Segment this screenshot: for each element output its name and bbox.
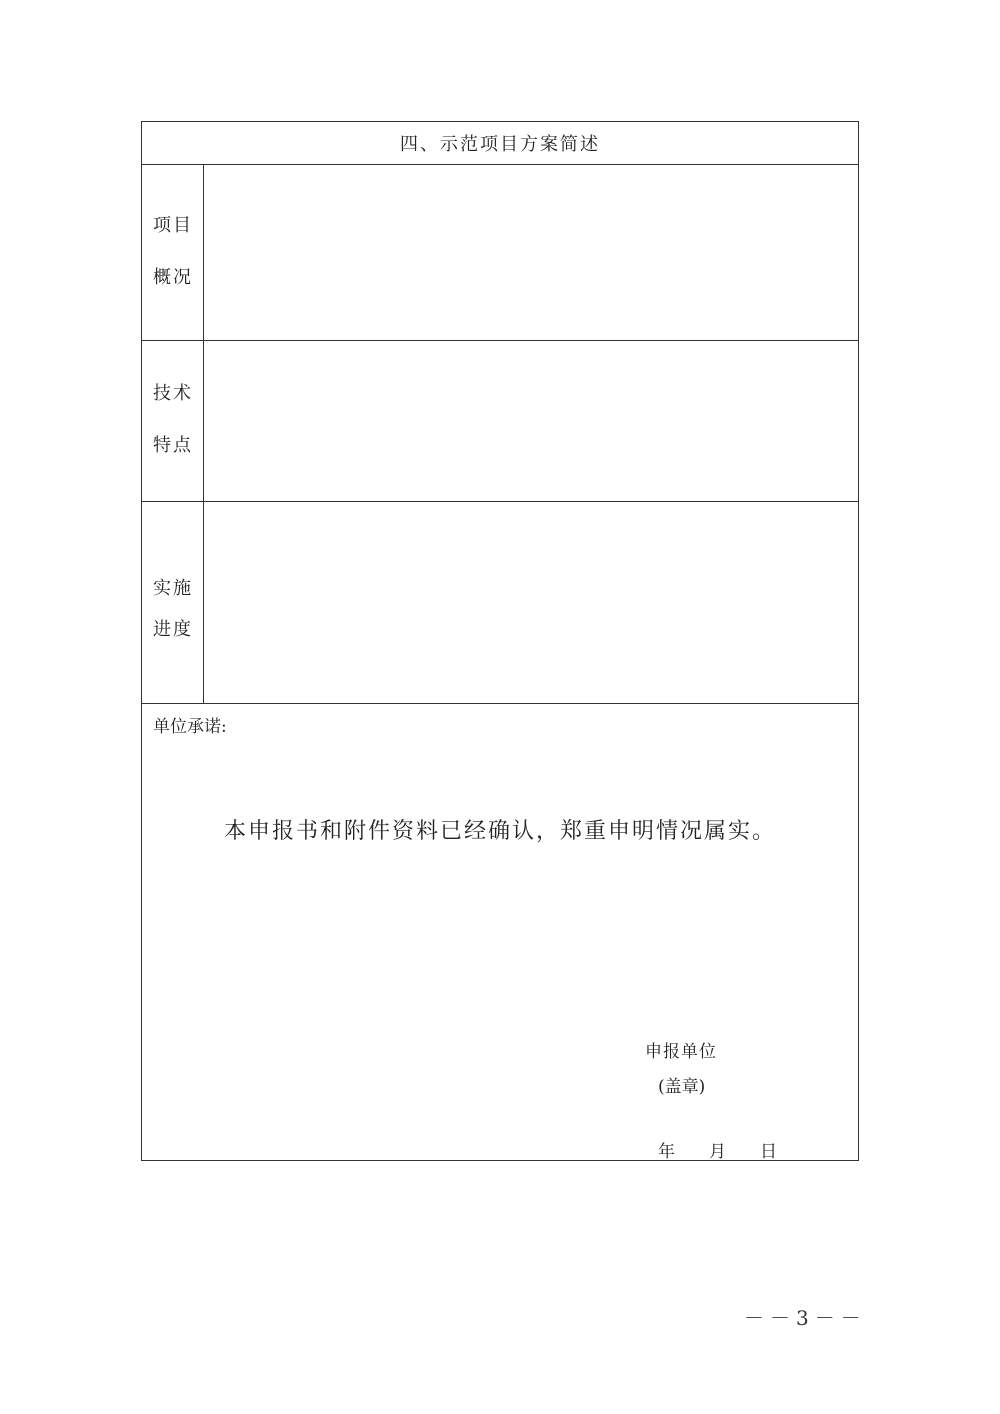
row-label-line: 特点 — [153, 435, 193, 456]
technical-features-row — [142, 341, 858, 502]
technical-features-label-cell — [142, 341, 204, 501]
seal-label: (盖章) — [658, 1077, 706, 1097]
date-line — [658, 1137, 777, 1162]
row-label-line: 技术 — [153, 383, 193, 404]
unit-pledge-row — [142, 704, 858, 1162]
pledge-label: 单位承诺: — [153, 717, 227, 737]
project-overview-content-field[interactable] — [204, 165, 858, 340]
date-day-label: 日 — [760, 1142, 777, 1162]
date-month-label: 月 — [709, 1142, 726, 1162]
row-label-line: 项目 — [153, 215, 193, 236]
implementation-progress-label-cell — [142, 502, 204, 703]
row-label-line: 进度 — [153, 619, 193, 640]
project-overview-label-cell — [142, 165, 204, 340]
row-label-line: 实施 — [153, 578, 193, 599]
row-label-line: 概况 — [153, 267, 193, 288]
page-number: －－3－－ — [744, 1306, 867, 1330]
applicant-unit-label: 申报单位 — [645, 1042, 717, 1062]
application-form-table — [141, 121, 859, 1161]
implementation-progress-content-field[interactable] — [204, 502, 858, 703]
date-year-label: 年 — [658, 1142, 675, 1162]
section-title: 四、示范项目方案简述 — [400, 134, 600, 155]
technical-features-content-field[interactable] — [204, 341, 858, 501]
implementation-progress-row — [142, 502, 858, 704]
section-header — [142, 122, 858, 165]
project-overview-row — [142, 165, 858, 341]
pledge-statement: 本申报书和附件资料已经确认，郑重申明情况属实。 — [223, 819, 776, 844]
